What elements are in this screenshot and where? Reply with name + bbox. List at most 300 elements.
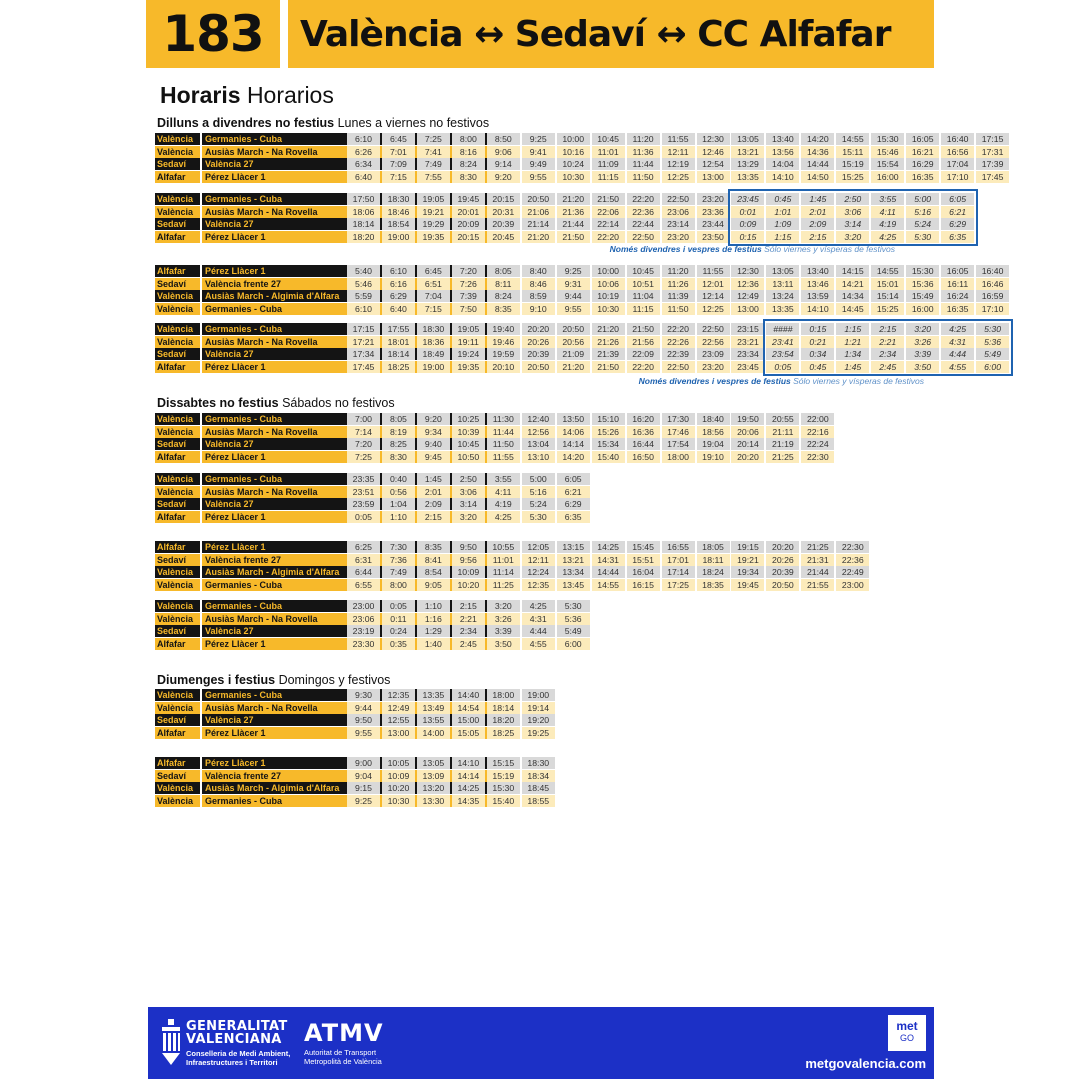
departure-time: 23:20 [697,193,730,205]
row-stop-name: Ausiàs March - Algimia d'Alfara [202,566,500,578]
departure-time: 18:06 [347,206,380,218]
departure-time: 20:31 [487,206,520,218]
atmv-text [304,1048,382,1066]
friday-service-highlight [728,189,978,246]
departure-time: 0:15 [801,323,834,335]
departure-time: 13:24 [766,290,799,302]
departure-time: 4:25 [522,600,555,612]
row-stop-name: València 27 [202,625,500,637]
departure-time: 18:14 [382,348,415,360]
row-locality: Alfafar [155,265,200,277]
departure-time: 10:19 [592,290,625,302]
departure-time: 19:00 [522,689,555,701]
metgo-url-link[interactable]: metgovalencia.com [805,1056,926,1071]
departure-time: 8:30 [382,451,415,463]
departure-time: 21:56 [627,336,660,348]
row-locality: Sedaví [155,278,200,290]
departure-time: 13:00 [731,303,764,315]
departure-time: 9:25 [522,133,555,145]
departure-time: 8:40 [522,265,555,277]
departure-time: 8:25 [382,438,415,450]
row-stop-name: Pérez Llàcer 1 [202,638,500,650]
departure-time: 8:11 [487,278,520,290]
row-locality: Sedaví [155,218,200,230]
departure-time: 14:00 [417,727,450,739]
departure-time: 15:49 [906,290,939,302]
departure-time: 8:00 [382,579,415,591]
departure-time: 21:31 [801,554,834,566]
row-locality: València [155,336,200,348]
row-stop-name: València 27 [202,218,500,230]
departure-time: 22:30 [801,451,834,463]
departure-time: 2:21 [452,613,485,625]
row-locality: Alfafar [155,757,200,769]
departure-time: 12:30 [697,133,730,145]
departure-time: 13:40 [801,265,834,277]
note-light: Sólo viernes y vísperas de festivos [764,244,895,254]
atmv-logo: ATMV [304,1019,384,1047]
departure-time: 14:14 [452,770,485,782]
departure-time: 15:51 [627,554,660,566]
departure-time: 11:50 [487,438,520,450]
departure-time: 12:25 [662,171,695,183]
table-row [155,473,592,486]
departure-time: 15:14 [871,290,904,302]
departure-time: 11:09 [592,158,625,170]
departure-time: 14:10 [766,171,799,183]
departure-time: 2:01 [801,206,834,218]
row-locality: València [155,290,200,302]
departure-time: 5:00 [522,473,555,485]
departure-time: 6:31 [347,554,380,566]
departure-time: 19:25 [522,727,555,739]
departure-time: 14:35 [452,795,485,807]
departure-time: 17:34 [347,348,380,360]
departure-time: 10:50 [452,451,485,463]
departure-time: 8:19 [382,426,415,438]
departure-time: 17:04 [941,158,974,170]
section-label-bold: Dissabtes no festius [157,396,279,410]
departure-time: 16:46 [976,278,1009,290]
row-stop-name: Germanies - Cuba [202,600,500,612]
row-stop-name: Germanies - Cuba [202,473,500,485]
departure-time: #### [766,323,799,335]
departure-time: 15:10 [592,413,625,425]
departure-time: 0:05 [347,511,380,523]
departure-time: 5:46 [347,278,380,290]
departure-time: 19:24 [452,348,485,360]
departure-time: 20:39 [766,566,799,578]
departure-time: 0:05 [766,361,799,373]
departure-time: 16:36 [627,426,660,438]
table-row [155,541,871,554]
departure-time: 14:50 [801,171,834,183]
departure-time: 10:45 [452,438,485,450]
departure-time: 10:51 [627,278,660,290]
departure-time: 3:50 [487,638,520,650]
table-row [155,146,1011,159]
row-stop-name: Pérez Llàcer 1 [202,541,500,553]
departure-time: 20:45 [487,231,520,243]
departure-time: 1:01 [766,206,799,218]
departure-time: 13:45 [557,579,590,591]
departure-time: 6:51 [417,278,450,290]
row-locality: Sedaví [155,554,200,566]
section-label [157,673,390,687]
row-locality: València [155,193,200,205]
departure-time: 18:35 [697,579,730,591]
departure-time: 7:15 [417,303,450,315]
departure-time: 6:29 [382,290,415,302]
departure-time: 10:25 [452,413,485,425]
departure-time: 21:19 [766,438,799,450]
departure-time: 0:09 [731,218,764,230]
departure-time: 9:55 [347,727,380,739]
departure-time: 6:45 [417,265,450,277]
departure-time: 13:35 [731,171,764,183]
departure-time: 10:05 [382,757,415,769]
departure-time: 14:44 [592,566,625,578]
departure-time: 7:50 [452,303,485,315]
row-stop-name: Pérez Llàcer 1 [202,451,500,463]
departure-time: 23:41 [766,336,799,348]
departure-time: 14:21 [836,278,869,290]
departure-time: 9:50 [452,541,485,553]
departure-time: 12:11 [522,554,555,566]
departure-time: 12:19 [662,158,695,170]
departure-time: 4:11 [487,486,520,498]
departure-time: 13:50 [557,413,590,425]
departure-time: 21:09 [557,348,590,360]
departure-time: 9:41 [522,146,555,158]
departure-time: 14:55 [836,133,869,145]
departure-time: 9:44 [557,290,590,302]
departure-time: 6:55 [347,579,380,591]
departure-time: 4:44 [941,348,974,360]
departure-time: 9:10 [522,303,555,315]
departure-time: 23:21 [731,336,764,348]
departure-time: 22:20 [592,231,625,243]
departure-time: 2:01 [417,486,450,498]
departure-time: 13:30 [417,795,450,807]
row-stop-name: València 27 [202,714,500,726]
departure-time: 20:20 [766,541,799,553]
departure-time: 6:16 [382,278,415,290]
table-row [155,714,557,727]
departure-time: 13:29 [731,158,764,170]
table-row [155,133,1011,146]
departure-time: 11:20 [627,133,660,145]
departure-time: 18:00 [662,451,695,463]
departure-time: 16:00 [906,303,939,315]
departure-time: 15:19 [836,158,869,170]
departure-time: 18:25 [487,727,520,739]
departure-time: 23:20 [697,361,730,373]
departure-time: 19:10 [697,451,730,463]
departure-time: 2:45 [871,361,904,373]
departure-time: 1:04 [382,498,415,510]
departure-time: 7:36 [382,554,415,566]
row-stop-name: Germanies - Cuba [202,413,500,425]
departure-time: 11:55 [697,265,730,277]
departure-time: 8:46 [522,278,555,290]
table-row [155,689,557,702]
departure-time: 18:30 [382,193,415,205]
row-stop-name: Ausiàs March - Na Rovella [202,206,500,218]
departure-time: 19:46 [487,336,520,348]
table-row [155,579,871,592]
row-locality: Alfafar [155,171,200,183]
row-stop-name: Pérez Llàcer 1 [202,361,500,373]
departure-time: 12:25 [697,303,730,315]
row-stop-name: Pérez Llàcer 1 [202,265,500,277]
departure-time: 11:30 [487,413,520,425]
table-row [155,498,592,511]
departure-time: 22:39 [662,348,695,360]
table-row [155,265,1011,278]
row-stop-name: Pérez Llàcer 1 [202,231,500,243]
row-locality: València [155,486,200,498]
departure-time: 18:45 [522,782,555,794]
departure-time: 19:35 [452,361,485,373]
departure-time: 1:10 [382,511,415,523]
departure-time: 3:06 [836,206,869,218]
departure-time: 20:56 [557,336,590,348]
departure-time: 9:06 [487,146,520,158]
departure-time: 0:05 [382,600,415,612]
departure-time: 0:01 [731,206,764,218]
table-row [155,702,557,715]
departure-time: 15:46 [871,146,904,158]
departure-time: 14:55 [592,579,625,591]
departure-time: 4:44 [522,625,555,637]
departure-time: 23:54 [766,348,799,360]
departure-time: 8:50 [487,133,520,145]
departure-time: 22:00 [801,413,834,425]
metgo-logo [888,1015,926,1051]
departure-time: 8:24 [487,290,520,302]
departure-time: 12:46 [697,146,730,158]
departure-time: 14:25 [592,541,625,553]
gva-dept-line-2: Infraestructures i Territori [186,1058,278,1067]
departure-time: 7:09 [382,158,415,170]
row-stop-name: València 27 [202,158,500,170]
table-row [155,278,1011,291]
departure-time: 13:05 [731,133,764,145]
departure-time: 20:20 [522,323,555,335]
departure-time: 9:14 [487,158,520,170]
departure-time: 6:45 [382,133,415,145]
row-stop-name: Ausiàs March - Na Rovella [202,146,500,158]
departure-time: 0:45 [766,193,799,205]
departure-time: 13:00 [382,727,415,739]
departure-time: 18:11 [697,554,730,566]
departure-time: 9:25 [347,795,380,807]
departure-time: 20:06 [731,426,764,438]
departure-time: 12:36 [731,278,764,290]
departure-time: 17:15 [347,323,380,335]
departure-time: 19:05 [452,323,485,335]
departure-time: 14:44 [801,158,834,170]
departure-time: 11:50 [662,303,695,315]
departure-time: 21:20 [592,323,625,335]
departure-time: 23:06 [347,613,380,625]
departure-time: 3:14 [836,218,869,230]
departure-time: 0:45 [801,361,834,373]
departure-time: 5:30 [976,323,1009,335]
table-row [155,554,871,567]
departure-time: 19:04 [697,438,730,450]
departure-time: 3:55 [871,193,904,205]
row-locality: València [155,473,200,485]
departure-time: 7:49 [382,566,415,578]
table-row [155,782,557,795]
departure-time: 20:14 [731,438,764,450]
departure-time: 22:20 [627,361,660,373]
row-stop-name: Ausiàs March - Na Rovella [202,702,500,714]
departure-time: 4:55 [941,361,974,373]
departure-time: 22:30 [836,541,869,553]
departure-time: 8:54 [417,566,450,578]
departure-time: 16:40 [941,133,974,145]
departure-time: 2:15 [417,511,450,523]
row-stop-name: Ausiàs March - Algimia d'Alfara [202,782,500,794]
departure-time: 5:30 [522,511,555,523]
departure-time: 15:30 [487,782,520,794]
header-gap [280,0,288,68]
departure-time: 10:00 [592,265,625,277]
departure-time: 17:39 [976,158,1009,170]
departure-time: 22:50 [627,231,660,243]
departure-time: 14:10 [452,757,485,769]
departure-time: 6:40 [382,303,415,315]
row-locality: Alfafar [155,541,200,553]
departure-time: 11:36 [627,146,660,158]
departure-time: 22:09 [627,348,660,360]
departure-time: 0:34 [801,348,834,360]
departure-time: 10:55 [487,541,520,553]
departure-time: 6:40 [347,171,380,183]
departure-time: 20:01 [452,206,485,218]
departure-time: 2:09 [801,218,834,230]
departure-time: 23:20 [662,231,695,243]
departure-time: 22:16 [801,426,834,438]
row-locality: València [155,146,200,158]
departure-time: 7:30 [382,541,415,553]
departure-time: 22:44 [627,218,660,230]
departure-time: 4:11 [871,206,904,218]
departure-time: 12:30 [731,265,764,277]
row-stop-name: Germanies - Cuba [202,579,500,591]
departure-time: 22:20 [662,323,695,335]
departure-time: 5:59 [347,290,380,302]
departure-time: 13:11 [766,278,799,290]
departure-time: 7:20 [452,265,485,277]
departure-time: 22:20 [627,193,660,205]
departure-time: 0:40 [382,473,415,485]
departure-time: 13:21 [731,146,764,158]
departure-time: 14:06 [557,426,590,438]
departure-time: 21:26 [592,336,625,348]
departure-time: 8:24 [452,158,485,170]
departure-time: 23:45 [731,361,764,373]
departure-time: 2:15 [801,231,834,243]
row-stop-name: Germanies - Cuba [202,689,500,701]
departure-time: 11:04 [627,290,660,302]
departure-time: 19:11 [452,336,485,348]
departure-time: 12:49 [731,290,764,302]
departure-time: 12:49 [382,702,415,714]
departure-time: 14:31 [592,554,625,566]
departure-time: 18:54 [382,218,415,230]
departure-time: 18:55 [522,795,555,807]
departure-time: 20:39 [522,348,555,360]
departure-time: 22:14 [592,218,625,230]
route-title: València ↔ Sedaví ↔ CC Alfafar [288,0,934,68]
row-locality: València [155,689,200,701]
departure-time: 7:26 [452,278,485,290]
table-row [155,566,871,579]
departure-time: 3:39 [487,625,520,637]
departure-time: 14:40 [452,689,485,701]
departure-time: 14:54 [452,702,485,714]
departure-time: 6:10 [382,265,415,277]
departure-time: 15:25 [871,303,904,315]
departure-time: 20:10 [487,361,520,373]
departure-time: 9:55 [557,303,590,315]
departure-time: 10:00 [557,133,590,145]
page-heading [160,82,334,109]
departure-time: 11:15 [592,171,625,183]
departure-time: 9:44 [347,702,380,714]
departure-time: 21:50 [557,231,590,243]
row-locality: Alfafar [155,638,200,650]
departure-time: 21:25 [766,451,799,463]
departure-time: 8:05 [382,413,415,425]
departure-time: 9:40 [417,438,450,450]
departure-time: 15:19 [487,770,520,782]
table-row [155,625,592,638]
departure-time: 7:41 [417,146,450,158]
departure-time: 23:30 [347,638,380,650]
departure-time: 10:20 [382,782,415,794]
departure-time: 13:49 [417,702,450,714]
departure-time: 13:35 [766,303,799,315]
departure-time: 6:05 [941,193,974,205]
departure-time: 6:05 [557,473,590,485]
departure-time: 1:16 [417,613,450,625]
departure-time: 4:55 [522,638,555,650]
section-label-bold: Diumenges i festius [157,673,276,687]
row-locality: València [155,600,200,612]
departure-time: 8:41 [417,554,450,566]
departure-time: 10:20 [452,579,485,591]
departure-time: 11:55 [487,451,520,463]
departure-time: 12:05 [522,541,555,553]
departure-time: 1:45 [836,361,869,373]
departure-time: 20:50 [766,579,799,591]
departure-time: 1:29 [417,625,450,637]
departure-time: 11:15 [627,303,660,315]
section-label [157,116,489,130]
departure-time: 0:15 [731,231,764,243]
departure-time: 23:51 [347,486,380,498]
departure-time: 16:24 [941,290,974,302]
departure-time: 5:49 [557,625,590,637]
departure-time: 16:59 [976,290,1009,302]
departure-time: 9:49 [522,158,555,170]
departure-time: 21:06 [522,206,555,218]
